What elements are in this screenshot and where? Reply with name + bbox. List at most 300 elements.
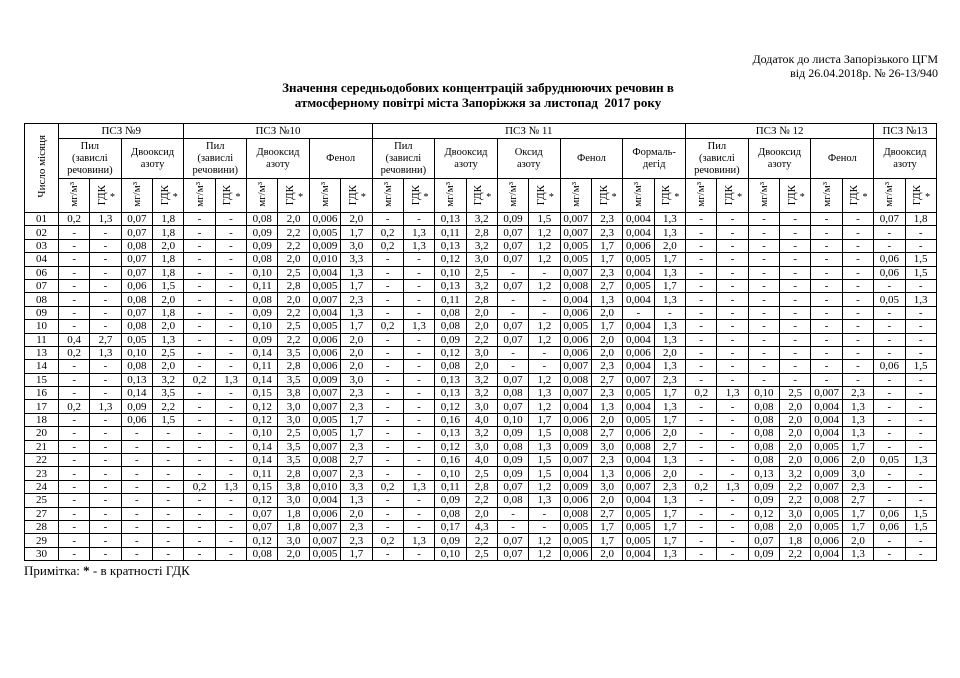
table-row xyxy=(25,333,937,346)
gdk-multiple-value: - xyxy=(780,213,811,226)
gdk-multiple-value: 3,0 xyxy=(466,253,497,266)
concentration-value: - xyxy=(811,253,842,266)
substance-header: Фенол xyxy=(811,139,874,179)
gdk-multiple-value: 4,0 xyxy=(466,454,497,467)
concentration-value: 0,009 xyxy=(811,467,842,480)
gdk-multiple-value: 1,2 xyxy=(529,226,560,239)
unit-header xyxy=(309,179,340,213)
gdk-multiple-value: 1,3 xyxy=(654,266,685,279)
gdk-multiple-value: 3,2 xyxy=(466,213,497,226)
concentration-value: 0,12 xyxy=(247,534,278,547)
gdk-asterisk: * xyxy=(737,192,743,204)
day-cell: 08 xyxy=(25,293,59,306)
concentration-value: 0,05 xyxy=(121,333,152,346)
gdk-multiple-value: - xyxy=(717,239,748,252)
concentration-value: - xyxy=(686,520,717,533)
concentration-value: 0,09 xyxy=(497,467,528,480)
gdk-multiple-value: - xyxy=(153,507,184,520)
concentration-value: - xyxy=(59,427,90,440)
concentration-value: - xyxy=(686,547,717,560)
concentration-value: - xyxy=(874,400,905,413)
concentration-value: - xyxy=(184,253,215,266)
concentration-value: - xyxy=(874,320,905,333)
gdk-multiple-value: - xyxy=(842,360,873,373)
gdk-ratio-label-group xyxy=(655,185,685,205)
concentration-value: - xyxy=(121,440,152,453)
gdk-multiple-value: - xyxy=(529,346,560,359)
gdk-multiple-value: 3,2 xyxy=(153,373,184,386)
gdk-multiple-value: - xyxy=(842,226,873,239)
gdk-multiple-value: - xyxy=(403,427,434,440)
gdk-multiple-value: 1,3 xyxy=(215,480,246,493)
substance-header: Двооксид азоту xyxy=(121,139,184,179)
concentration-value: 0,004 xyxy=(560,293,591,306)
concentration-value: 0,08 xyxy=(435,507,466,520)
gdk-multiple-value: - xyxy=(215,507,246,520)
gdk-multiple-value: 2,2 xyxy=(278,333,309,346)
gdk-multiple-value: 1,2 xyxy=(529,534,560,547)
gdk-multiple-value: 2,0 xyxy=(278,253,309,266)
gdk-multiple-value: - xyxy=(717,360,748,373)
gdk-multiple-value: 1,7 xyxy=(341,547,372,560)
substance-header: Пил (завислі речовини) xyxy=(59,139,122,179)
gdk-multiple-value: - xyxy=(905,494,936,507)
concentration-value: - xyxy=(748,346,779,359)
concentration-value: 0,005 xyxy=(309,279,340,292)
substance-header: Оксид азоту xyxy=(497,139,560,179)
concentration-value: 0,2 xyxy=(59,213,90,226)
concentration-value: 0,004 xyxy=(623,293,654,306)
concentration-value: - xyxy=(184,534,215,547)
gdk-ratio-label-group xyxy=(592,185,622,205)
concentration-value: 0,004 xyxy=(623,226,654,239)
concentration-value: 0,08 xyxy=(748,440,779,453)
gdk-multiple-value: - xyxy=(780,293,811,306)
gdk-multiple-value: 2,5 xyxy=(780,387,811,400)
concentration-value: - xyxy=(121,427,152,440)
concentration-value: 0,005 xyxy=(623,387,654,400)
gdk-multiple-value: 1,7 xyxy=(842,520,873,533)
gdk-multiple-value: 2,0 xyxy=(278,213,309,226)
concentration-value: - xyxy=(184,306,215,319)
gdk-multiple-value: 1,2 xyxy=(529,400,560,413)
concentration-value: 0,09 xyxy=(247,306,278,319)
gdk-multiple-value: 2,5 xyxy=(466,266,497,279)
concentration-value: - xyxy=(874,534,905,547)
concentration-value: 0,08 xyxy=(247,213,278,226)
concentration-value: - xyxy=(811,239,842,252)
concentration-value: 0,004 xyxy=(623,400,654,413)
concentration-value: 0,13 xyxy=(435,279,466,292)
concentration-value: 0,07 xyxy=(874,213,905,226)
gdk-multiple-value: 1,3 xyxy=(153,333,184,346)
gdk-multiple-value: 1,3 xyxy=(591,400,622,413)
concentration-value: - xyxy=(874,427,905,440)
gdk-multiple-value: 1,7 xyxy=(591,253,622,266)
gdk-multiple-value: 2,7 xyxy=(842,494,873,507)
gdk-ratio-label-group xyxy=(843,185,873,205)
concentration-value: - xyxy=(811,213,842,226)
concentration-value: 0,004 xyxy=(309,494,340,507)
day-cell: 27 xyxy=(25,507,59,520)
gdk-multiple-value: - xyxy=(403,306,434,319)
table-row xyxy=(25,239,937,252)
gdk-ratio-label-group xyxy=(780,185,810,205)
concentration-value: - xyxy=(184,293,215,306)
unit-header xyxy=(372,179,403,213)
concentration-value: - xyxy=(372,373,403,386)
gdk-multiple-value: 2,8 xyxy=(278,279,309,292)
gdk-multiple-value: - xyxy=(90,413,121,426)
concentration-value: - xyxy=(184,413,215,426)
concentration-value: 0,08 xyxy=(748,427,779,440)
gdk-ratio-header xyxy=(403,179,434,213)
concentration-value: 0,16 xyxy=(435,413,466,426)
concentration-value: - xyxy=(686,507,717,520)
concentration-value: 0,12 xyxy=(435,440,466,453)
gdk-multiple-value: 1,3 xyxy=(654,226,685,239)
concentration-value: 0,08 xyxy=(247,293,278,306)
concentration-value: - xyxy=(59,279,90,292)
day-cell: 07 xyxy=(25,279,59,292)
concentration-value: 0,005 xyxy=(560,239,591,252)
gdk-asterisk: * xyxy=(486,192,492,204)
gdk-multiple-value: 2,0 xyxy=(654,239,685,252)
concentration-value: 0,08 xyxy=(121,360,152,373)
gdk-label: ГДК xyxy=(346,185,359,206)
gdk-multiple-value: - xyxy=(215,427,246,440)
concentration-value: - xyxy=(748,279,779,292)
gdk-multiple-value: - xyxy=(215,494,246,507)
concentration-value: - xyxy=(184,467,215,480)
concentration-value: - xyxy=(372,467,403,480)
gdk-ratio-label-group xyxy=(341,185,371,205)
concentration-value: 0,005 xyxy=(623,279,654,292)
concentration-value: - xyxy=(874,387,905,400)
gdk-multiple-value: - xyxy=(905,440,936,453)
concentration-value: 0,11 xyxy=(247,467,278,480)
gdk-multiple-value: - xyxy=(90,239,121,252)
concentration-value: - xyxy=(623,306,654,319)
substance-header: Двооксид азоту xyxy=(435,139,498,179)
concentration-value: - xyxy=(372,454,403,467)
gdk-multiple-value: 2,7 xyxy=(654,440,685,453)
gdk-multiple-value: 2,2 xyxy=(780,494,811,507)
concentration-value: - xyxy=(874,440,905,453)
gdk-multiple-value: - xyxy=(780,306,811,319)
concentration-value: 0,08 xyxy=(497,440,528,453)
concentration-value: 0,004 xyxy=(309,266,340,279)
concentration-value: - xyxy=(372,293,403,306)
concentration-value: 0,08 xyxy=(247,547,278,560)
gdk-label: ГДК xyxy=(472,185,485,206)
table-row xyxy=(25,346,937,359)
concentration-table-wrapper xyxy=(24,123,937,561)
concentration-value: 0,07 xyxy=(247,520,278,533)
gdk-multiple-value: 1,7 xyxy=(529,413,560,426)
gdk-multiple-value: 1,8 xyxy=(278,507,309,520)
concentration-value: 0,08 xyxy=(497,387,528,400)
gdk-ratio-header xyxy=(654,179,685,213)
concentration-value: 0,009 xyxy=(309,373,340,386)
concentration-value: 0,004 xyxy=(623,266,654,279)
concentration-value: 0,007 xyxy=(309,520,340,533)
gdk-multiple-value: - xyxy=(717,400,748,413)
gdk-multiple-value: 2,3 xyxy=(591,387,622,400)
gdk-multiple-value: 2,0 xyxy=(842,534,873,547)
unit-label: мг/м³ xyxy=(318,181,331,207)
concentration-value: - xyxy=(59,494,90,507)
gdk-ratio-label-group xyxy=(467,185,497,205)
gdk-multiple-value: - xyxy=(90,279,121,292)
gdk-multiple-value: - xyxy=(215,454,246,467)
day-cell: 20 xyxy=(25,427,59,440)
concentration-value: 0,10 xyxy=(435,467,466,480)
gdk-multiple-value: - xyxy=(215,226,246,239)
table-row xyxy=(25,467,937,480)
gdk-multiple-value: 2,0 xyxy=(278,293,309,306)
concentration-value: 0,2 xyxy=(372,320,403,333)
concentration-value: - xyxy=(121,467,152,480)
concentration-value: 0,005 xyxy=(623,507,654,520)
gdk-asterisk: * xyxy=(611,192,617,204)
gdk-ratio-header xyxy=(466,179,497,213)
gdk-multiple-value: - xyxy=(215,547,246,560)
concentration-value: 0,07 xyxy=(121,213,152,226)
day-cell: 11 xyxy=(25,333,59,346)
gdk-multiple-value: - xyxy=(780,360,811,373)
concentration-value: - xyxy=(372,279,403,292)
concentration-value: 0,15 xyxy=(247,480,278,493)
gdk-multiple-value: 1,8 xyxy=(780,534,811,547)
concentration-value: - xyxy=(184,213,215,226)
table-row xyxy=(25,427,937,440)
concentration-value: 0,006 xyxy=(309,346,340,359)
unit-header xyxy=(184,179,215,213)
gdk-asterisk: * xyxy=(799,192,805,204)
concentration-value: 0,007 xyxy=(309,387,340,400)
gdk-multiple-value: 3,3 xyxy=(341,480,372,493)
gdk-multiple-value: - xyxy=(717,494,748,507)
gdk-multiple-value: 2,0 xyxy=(591,547,622,560)
unit-label: мг/м³ xyxy=(256,181,269,207)
gdk-ratio-header xyxy=(780,179,811,213)
gdk-multiple-value: - xyxy=(153,547,184,560)
gdk-multiple-value: 1,3 xyxy=(654,360,685,373)
gdk-multiple-value: 1,7 xyxy=(341,427,372,440)
gdk-asterisk: * xyxy=(172,192,178,204)
gdk-multiple-value: - xyxy=(215,467,246,480)
gdk-asterisk: * xyxy=(235,192,241,204)
gdk-multiple-value: - xyxy=(215,413,246,426)
gdk-multiple-value: - xyxy=(717,253,748,266)
gdk-multiple-value: - xyxy=(215,239,246,252)
concentration-value: - xyxy=(121,454,152,467)
gdk-multiple-value: - xyxy=(215,213,246,226)
gdk-multiple-value: 1,3 xyxy=(654,400,685,413)
gdk-multiple-value: 2,3 xyxy=(341,387,372,400)
unit-label: мг/м³ xyxy=(883,181,896,207)
day-cell: 21 xyxy=(25,440,59,453)
concentration-value: 0,17 xyxy=(435,520,466,533)
gdk-multiple-value: - xyxy=(842,253,873,266)
gdk-multiple-value: 2,0 xyxy=(654,346,685,359)
gdk-multiple-value: 2,0 xyxy=(591,494,622,507)
gdk-multiple-value: - xyxy=(403,387,434,400)
concentration-value: 0,10 xyxy=(121,346,152,359)
gdk-multiple-value: 1,3 xyxy=(591,293,622,306)
gdk-label: ГДК xyxy=(723,185,736,206)
concentration-value: 0,005 xyxy=(309,413,340,426)
gdk-multiple-value: 2,0 xyxy=(591,413,622,426)
gdk-multiple-value: - xyxy=(905,534,936,547)
substance-header: Пил (завислі речовини) xyxy=(184,139,247,179)
concentration-value: 0,12 xyxy=(435,400,466,413)
gdk-multiple-value: - xyxy=(90,373,121,386)
gdk-asterisk: * xyxy=(548,192,554,204)
concentration-value: 0,10 xyxy=(497,413,528,426)
station-header-row xyxy=(25,124,937,139)
concentration-value: 0,2 xyxy=(372,239,403,252)
gdk-multiple-value: 3,2 xyxy=(466,387,497,400)
gdk-multiple-value: - xyxy=(90,440,121,453)
gdk-multiple-value: 1,3 xyxy=(717,480,748,493)
concentration-value: 0,07 xyxy=(121,266,152,279)
concentration-value: 0,05 xyxy=(874,293,905,306)
concentration-value: - xyxy=(686,306,717,319)
concentration-value: 0,007 xyxy=(560,266,591,279)
gdk-multiple-value: - xyxy=(842,320,873,333)
concentration-value: 0,005 xyxy=(309,320,340,333)
table-row xyxy=(25,373,937,386)
gdk-multiple-value: 2,0 xyxy=(654,467,685,480)
gdk-multiple-value: 2,2 xyxy=(466,534,497,547)
gdk-multiple-value: 2,0 xyxy=(153,239,184,252)
gdk-ratio-label-group xyxy=(404,185,434,205)
gdk-ratio-label-group xyxy=(906,185,936,205)
concentration-value: 0,006 xyxy=(623,427,654,440)
gdk-multiple-value: - xyxy=(403,413,434,426)
gdk-multiple-value: 1,7 xyxy=(341,413,372,426)
concentration-value: - xyxy=(874,480,905,493)
concentration-value: 0,2 xyxy=(372,226,403,239)
gdk-multiple-value: 3,0 xyxy=(780,507,811,520)
concentration-value: 0,05 xyxy=(874,454,905,467)
gdk-multiple-value: 2,0 xyxy=(341,213,372,226)
substance-header: Двооксид азоту xyxy=(874,139,937,179)
substance-header: Двооксид азоту xyxy=(247,139,310,179)
gdk-multiple-value: 2,7 xyxy=(591,279,622,292)
gdk-multiple-value: 2,0 xyxy=(278,547,309,560)
gdk-multiple-value: - xyxy=(90,494,121,507)
table-row xyxy=(25,547,937,560)
concentration-value: 0,007 xyxy=(560,226,591,239)
concentration-value: 0,006 xyxy=(560,306,591,319)
gdk-ratio-header xyxy=(215,179,246,213)
day-cell: 24 xyxy=(25,480,59,493)
gdk-multiple-value: 2,3 xyxy=(341,400,372,413)
table-row xyxy=(25,360,937,373)
concentration-value: 0,006 xyxy=(560,547,591,560)
concentration-value: - xyxy=(121,520,152,533)
concentration-value: 0,005 xyxy=(811,507,842,520)
concentration-value: 0,11 xyxy=(435,293,466,306)
gdk-label: ГДК xyxy=(284,185,297,206)
unit-header xyxy=(560,179,591,213)
concentration-value: 0,09 xyxy=(497,427,528,440)
concentration-value: 0,004 xyxy=(560,467,591,480)
concentration-value: - xyxy=(372,400,403,413)
gdk-multiple-value: - xyxy=(717,279,748,292)
gdk-multiple-value: - xyxy=(780,320,811,333)
gdk-multiple-value: 2,8 xyxy=(466,226,497,239)
concentration-value: - xyxy=(686,213,717,226)
concentration-value: 0,07 xyxy=(497,239,528,252)
concentration-value: - xyxy=(121,547,152,560)
gdk-multiple-value: 2,0 xyxy=(780,520,811,533)
concentration-value: - xyxy=(372,387,403,400)
concentration-value: 0,2 xyxy=(184,480,215,493)
gdk-multiple-value: 2,8 xyxy=(466,480,497,493)
concentration-value: - xyxy=(811,346,842,359)
gdk-multiple-value: 2,5 xyxy=(278,266,309,279)
gdk-multiple-value: 1,7 xyxy=(341,279,372,292)
gdk-multiple-value: - xyxy=(529,360,560,373)
gdk-ratio-header xyxy=(842,179,873,213)
concentration-value: 0,004 xyxy=(623,547,654,560)
gdk-multiple-value: 3,0 xyxy=(278,400,309,413)
concentration-value: - xyxy=(874,467,905,480)
gdk-multiple-value: 2,3 xyxy=(591,454,622,467)
concentration-value: 0,006 xyxy=(811,454,842,467)
concentration-value: - xyxy=(686,467,717,480)
gdk-multiple-value: 1,3 xyxy=(654,547,685,560)
gdk-multiple-value: - xyxy=(529,293,560,306)
gdk-multiple-value: 2,2 xyxy=(780,547,811,560)
concentration-value: 0,006 xyxy=(309,507,340,520)
gdk-multiple-value: 3,0 xyxy=(466,440,497,453)
gdk-multiple-value: - xyxy=(717,226,748,239)
concentration-value: 0,08 xyxy=(121,293,152,306)
concentration-value: 0,12 xyxy=(247,494,278,507)
gdk-multiple-value: 2,0 xyxy=(591,333,622,346)
gdk-multiple-value: 2,2 xyxy=(278,239,309,252)
gdk-multiple-value: - xyxy=(215,520,246,533)
gdk-multiple-value: 2,3 xyxy=(654,480,685,493)
gdk-multiple-value: 1,7 xyxy=(654,520,685,533)
concentration-value: 0,07 xyxy=(497,320,528,333)
unit-label: мг/м³ xyxy=(193,181,206,207)
gdk-multiple-value: 1,3 xyxy=(842,427,873,440)
gdk-multiple-value: 2,0 xyxy=(466,507,497,520)
gdk-multiple-value: - xyxy=(717,454,748,467)
concentration-value: - xyxy=(811,360,842,373)
gdk-multiple-value: 2,3 xyxy=(654,373,685,386)
concentration-value: - xyxy=(748,266,779,279)
concentration-value: 0,009 xyxy=(560,480,591,493)
gdk-multiple-value: - xyxy=(905,387,936,400)
gdk-multiple-value: - xyxy=(717,440,748,453)
concentration-value: 0,07 xyxy=(497,534,528,547)
gdk-multiple-value: 2,2 xyxy=(278,306,309,319)
concentration-value: - xyxy=(59,239,90,252)
concentration-value: 0,007 xyxy=(560,387,591,400)
concentration-value: 0,08 xyxy=(748,413,779,426)
substance-header: Фенол xyxy=(309,139,372,179)
day-cell: 16 xyxy=(25,387,59,400)
gdk-multiple-value: 2,7 xyxy=(591,427,622,440)
gdk-multiple-value: 1,3 xyxy=(403,480,434,493)
